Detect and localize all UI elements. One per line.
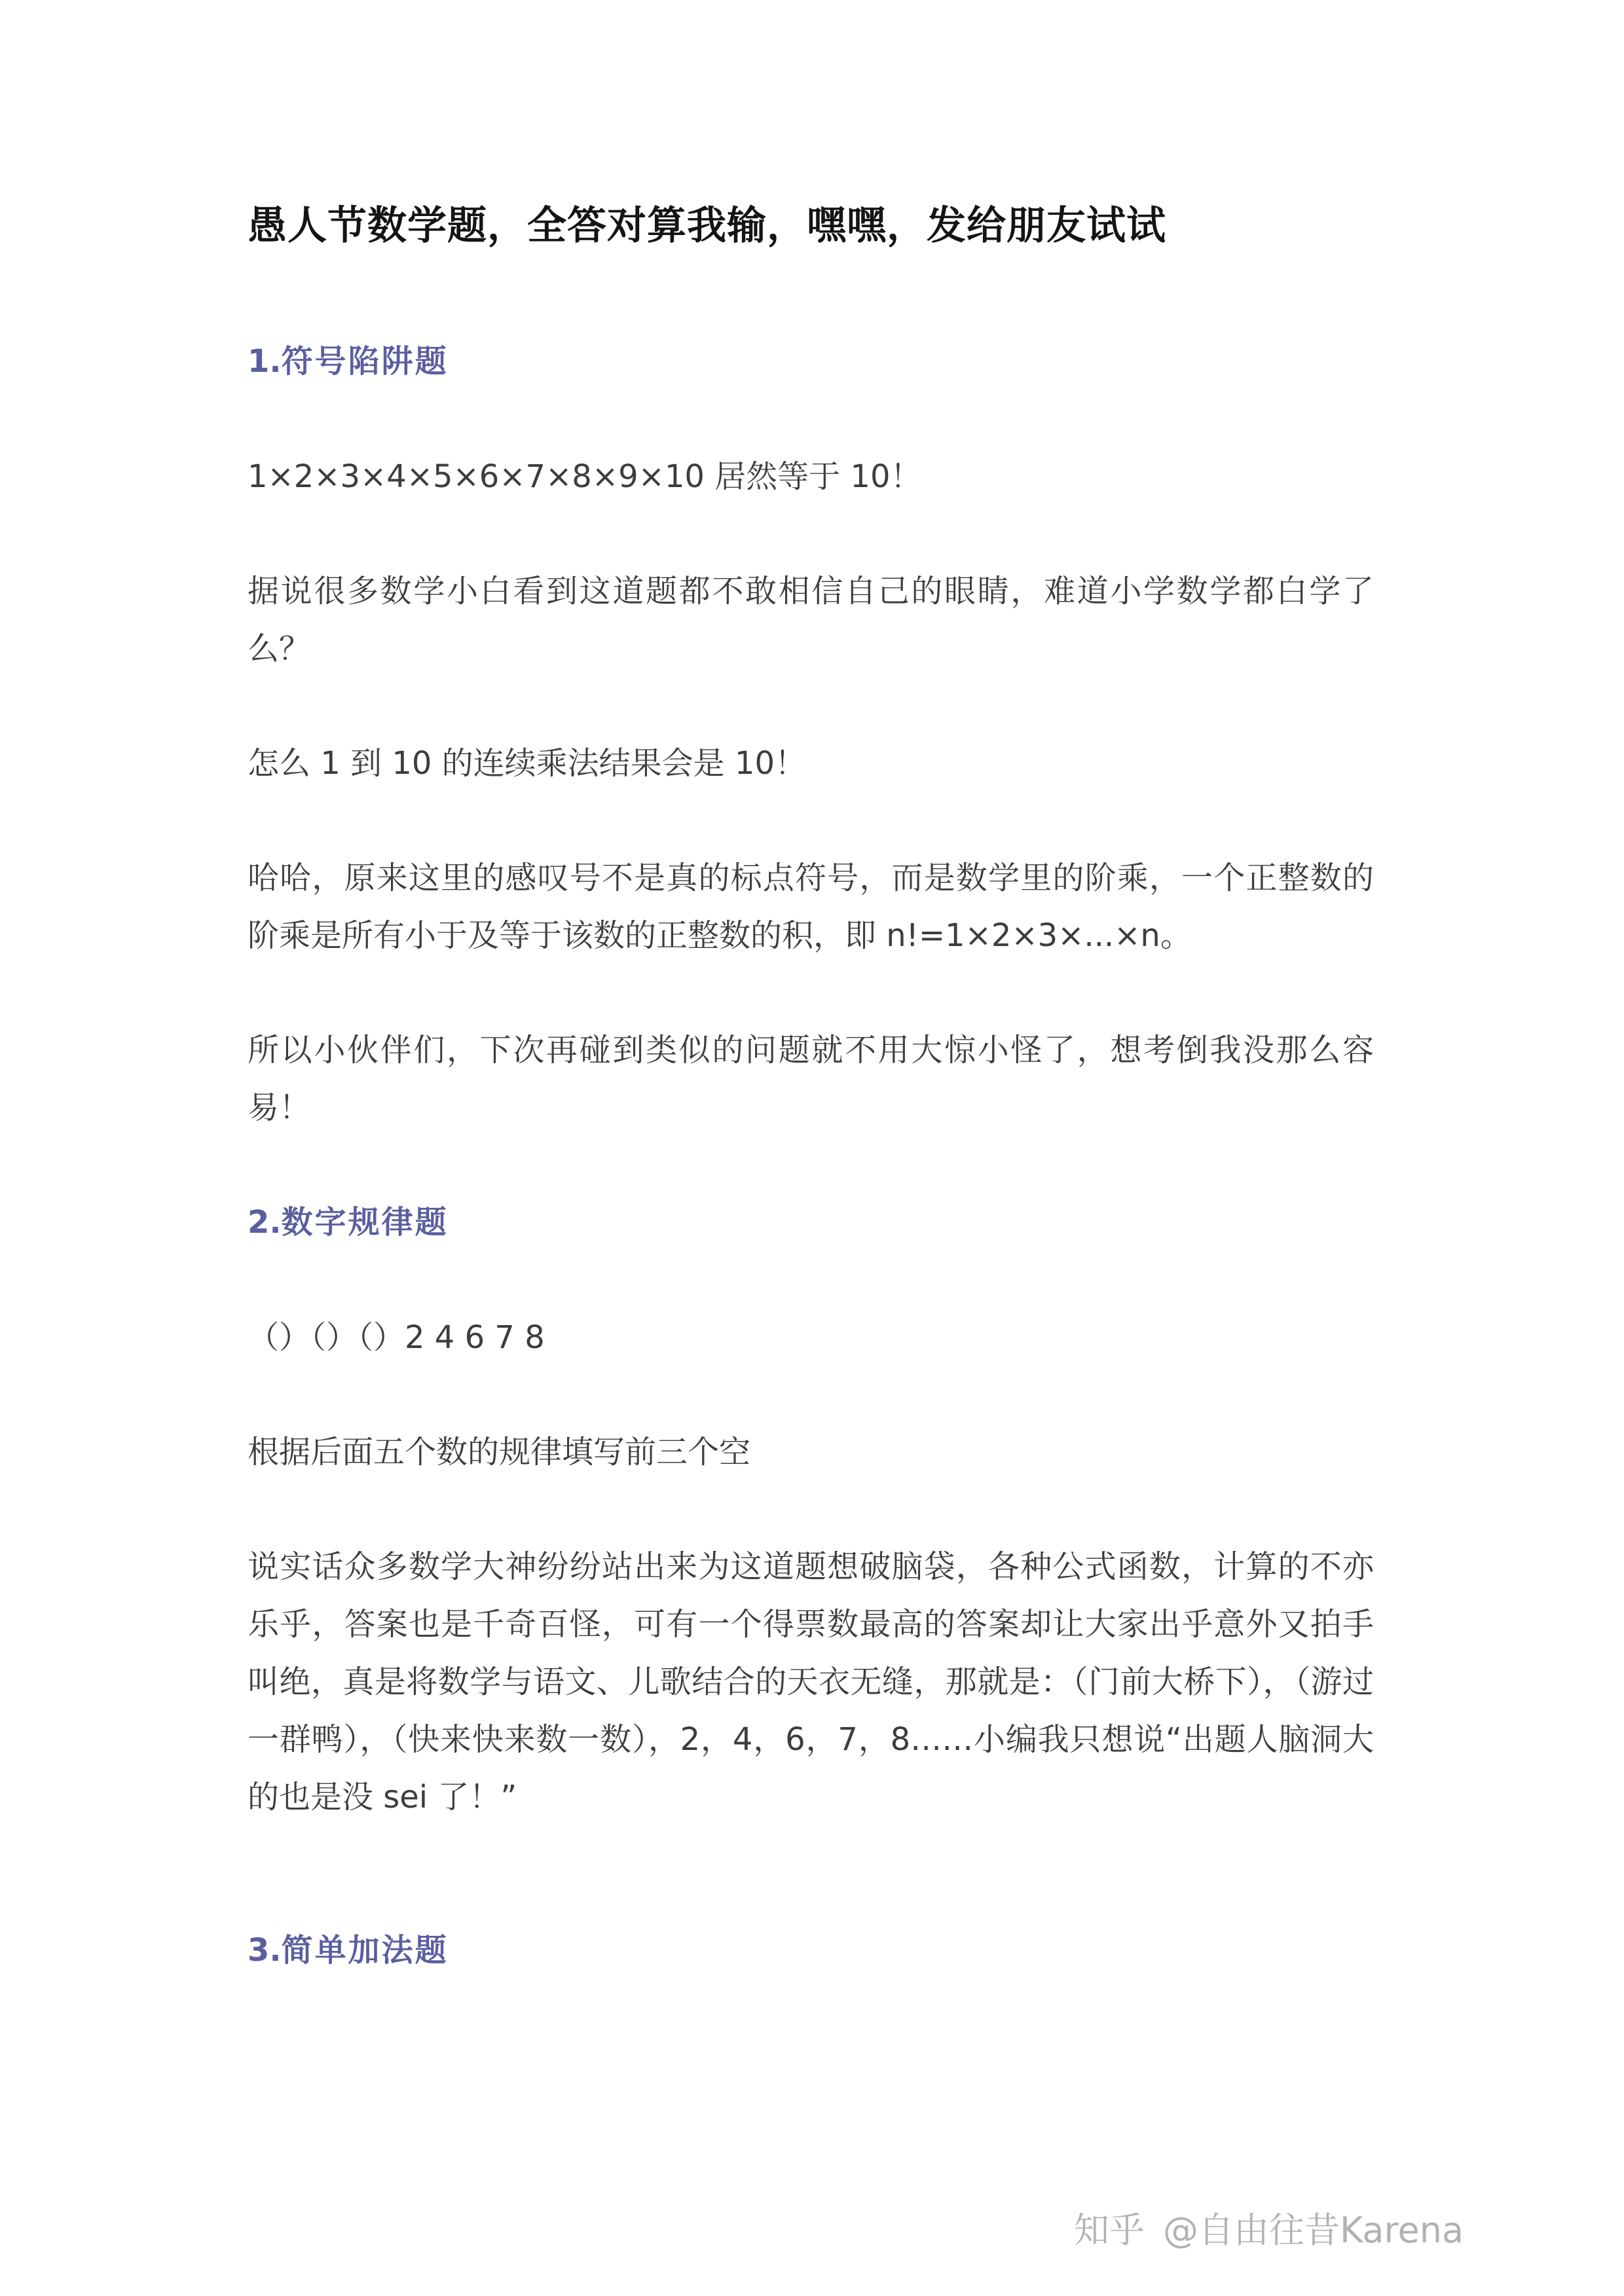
- paragraph-factorial-explanation: 哈哈，原来这里的感叹号不是真的标点符号，而是数学里的阶乘，一个正整数的阶乘是所有小于及等于该数的正整数的积，即 n!=1×2×3×...×n。: [248, 860, 1374, 954]
- zhihu-brand-text: 知乎: [1074, 2210, 1145, 2251]
- zhihu-author-handle: @自由往昔Karena: [1162, 2210, 1464, 2251]
- zhihu-watermark: [1074, 2208, 1464, 2253]
- section-label-3: 简单加法题: [281, 1933, 449, 1968]
- document-title: 愚人节数学题，全答对算我输，嘿嘿，发给朋友试试: [248, 204, 1166, 247]
- section-number-3: 3.: [248, 1932, 282, 1969]
- section-heading-2: [248, 1194, 1374, 1252]
- document-content: [248, 196, 1374, 2037]
- paragraph-disbelief: 据说很多数学小白看到这道题都不敢相信自己的眼睛，难道小学数学都白学了么？: [248, 573, 1374, 667]
- section-heading-1: [248, 333, 1374, 391]
- section-number-1: 1.: [248, 343, 282, 380]
- section-label-2: 数字规律题: [281, 1205, 449, 1240]
- paragraph-duck-song-answer: 说实话众多数学大神纷纷站出来为这道题想破脑袋，各种公式函数，计算的不亦乐乎，答案也是千奇百怪，可有一个得票数最高的答案却让大家出乎意外又拍手叫绝，真是将数学与语文、儿歌结合的天衣无缝，那就是：（门前大桥下），（游过一群鸭），（快来快来数一数），2，4，6，7，8……小编我只想说“出题人脑洞大的也是没 sei 了！”: [248, 1548, 1374, 1815]
- paragraph-conclusion-1: 所以小伙伴们，下次再碰到类似的问题就不用大惊小怪了，想考倒我没那么容易！: [248, 1032, 1374, 1126]
- section-heading-3: [248, 1922, 1374, 1980]
- paragraph-number-sequence: （）（）（）2 4 6 7 8: [248, 1319, 545, 1356]
- section-number-2: 2.: [248, 1204, 282, 1241]
- paragraph-fill-blanks-instruction: 根据后面五个数的规律填写前三个空: [248, 1434, 751, 1470]
- paragraph-factorial-equation: 1×2×3×4×5×6×7×8×9×10 居然等于 10！: [248, 458, 922, 495]
- paragraph-how-can-it-be-10: 怎么 1 到 10 的连续乘法结果会是 10！: [248, 745, 806, 782]
- section-label-1: 符号陷阱题: [281, 344, 449, 379]
